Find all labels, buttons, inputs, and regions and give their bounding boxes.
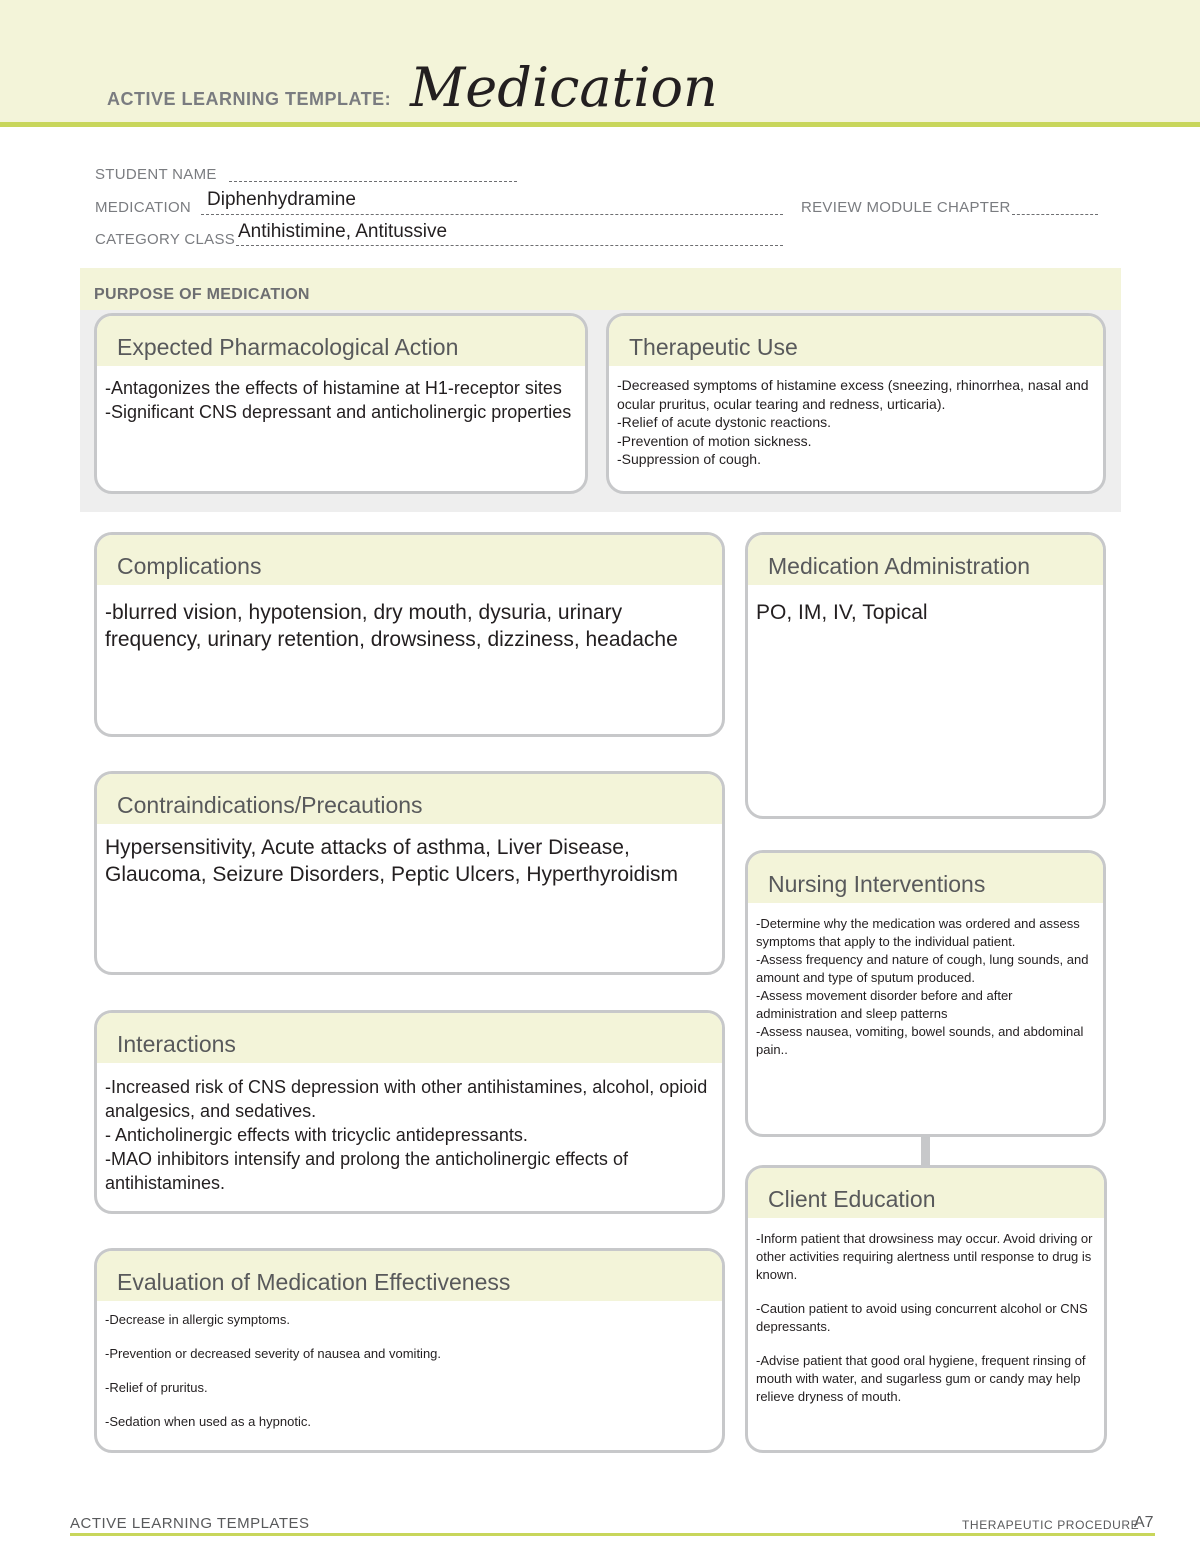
client-education-item[interactable]: -Caution patient to avoid using concurrent alcohol or CNS depressants. [756, 1301, 1088, 1334]
evaluation-item[interactable]: -Sedation when used as a hypnotic. [105, 1414, 311, 1429]
category-class-label: CATEGORY CLASS [95, 231, 236, 248]
interactions-text[interactable]: -Increased risk of CNS depression with other antihistamines, alcohol, opioid analgesics, and sedatives. - Anticholinergic effects with tricyclic antidepressants. -MAO inhibitors intensify and prolong the anticholinergic effects of antihistamines. [105, 1077, 708, 1193]
footer-rule [70, 1533, 1155, 1536]
header-rule [0, 122, 1200, 127]
purpose-title: PURPOSE OF MEDICATION [94, 286, 310, 303]
evaluation-box [94, 1248, 725, 1453]
review-module-chapter-label: REVIEW MODULE CHAPTER [801, 199, 1011, 216]
complications-box [94, 532, 725, 737]
client-education-item[interactable]: -Advise patient that good oral hygiene, frequent rinsing of mouth with water, and sugarless gum or candy may help relieve dryness of mouth. [756, 1353, 1086, 1404]
expected-action-box [94, 313, 588, 494]
medication-label: MEDICATION [95, 199, 192, 216]
expected-action-heading: Expected Pharmacological Action [97, 316, 585, 366]
evaluation-item[interactable]: -Relief of pruritus. [105, 1380, 208, 1395]
complications-heading: Complications [97, 535, 722, 585]
category-class-value[interactable]: Antihistimine, Antitussive [238, 221, 448, 242]
evaluation-list [97, 1301, 722, 1431]
evaluation-item[interactable]: -Decrease in allergic symptoms. [105, 1312, 290, 1327]
footer-right-label: THERAPEUTIC PROCEDURE [962, 1518, 1140, 1532]
nursing-interventions-heading: Nursing Interventions [748, 853, 1103, 903]
administration-box [745, 532, 1106, 819]
therapeutic-use-box [606, 313, 1106, 494]
client-education-box [745, 1165, 1107, 1453]
student-name-label: STUDENT NAME [95, 166, 217, 183]
medication-line[interactable] [201, 214, 783, 215]
review-module-chapter-line[interactable] [1012, 214, 1098, 215]
template-label: ACTIVE LEARNING TEMPLATE: [107, 89, 392, 109]
evaluation-item[interactable]: -Prevention or decreased severity of nausea and vomiting. [105, 1346, 442, 1361]
nursing-interventions-text[interactable]: -Determine why the medication was ordered and assess symptoms that apply to the individual patient. -Assess frequency and nature of cough, lung sounds, and amount and type of sputum produced. -Assess movement disorder before and after administration and sleep patterns -Assess nausea, vomiting, bowel sounds, and abdominal pain.. [756, 916, 1089, 1057]
footer-left-label: ACTIVE LEARNING TEMPLATES [70, 1515, 310, 1532]
category-class-line[interactable] [236, 245, 783, 246]
therapeutic-use-text[interactable]: -Decreased symptoms of histamine excess (sneezing, rhinorrhea, nasal and ocular pruritus, ocular tearing and redness, urticaria). -Relief of acute dystonic reactions. -Prevention of motion sickness. -Suppression of cough. [617, 377, 1089, 467]
nursing-interventions-box [745, 850, 1106, 1137]
student-name-line[interactable] [229, 181, 517, 182]
contraindications-heading: Contraindications/Precautions [97, 774, 722, 824]
medication-value[interactable]: Diphenhydramine [207, 189, 356, 210]
complications-text[interactable]: -blurred vision, hypotension, dry mouth, dysuria, urinary frequency, urinary retention, drowsiness, dizziness, headache [105, 601, 678, 651]
client-education-list [748, 1218, 1104, 1406]
contraindications-text[interactable]: Hypersensitivity, Acute attacks of asthma, Liver Disease, Glaucoma, Seizure Disorders, Peptic Ulcers, Hyperthyroidism [105, 836, 679, 886]
administration-text[interactable]: PO, IM, IV, Topical [756, 601, 928, 624]
evaluation-heading: Evaluation of Medication Effectiveness [97, 1251, 722, 1301]
template-title: Medication [410, 56, 718, 119]
administration-heading: Medication Administration [748, 535, 1103, 585]
client-education-heading: Client Education [748, 1168, 1104, 1218]
footer-page-number: A7 [1134, 1514, 1154, 1531]
contraindications-box [94, 771, 725, 975]
interactions-heading: Interactions [97, 1013, 722, 1063]
therapeutic-use-heading: Therapeutic Use [609, 316, 1103, 366]
client-education-item[interactable]: -Inform patient that drowsiness may occur. Avoid driving or other activities requiring alertness until response to drug is known. [756, 1231, 1093, 1282]
interactions-box [94, 1010, 725, 1214]
expected-action-text[interactable]: -Antagonizes the effects of histamine at H1-receptor sites -Significant CNS depressant and anticholinergic properties [105, 378, 572, 422]
box-connector [921, 1135, 930, 1167]
